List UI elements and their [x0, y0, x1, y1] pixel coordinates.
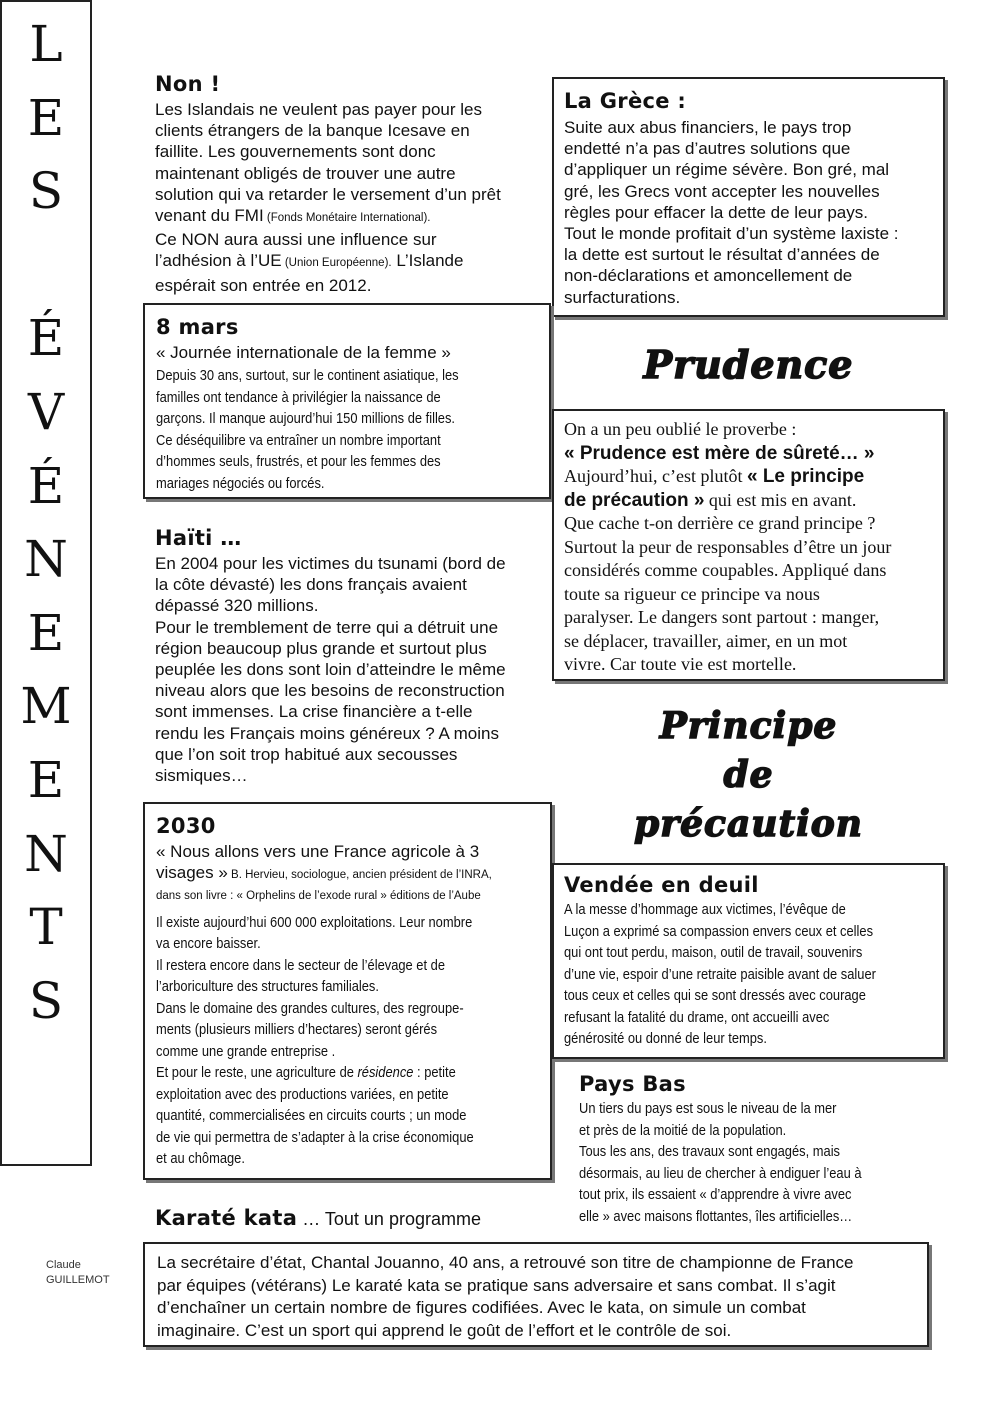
- text-span: L’Islande: [391, 251, 464, 271]
- text-line: qui ont tout perdu, maison, outil de travail, souvenirs: [564, 944, 863, 961]
- text-line: « Prudence est mère de sûreté… »: [564, 442, 875, 464]
- article-pays-bas: [579, 1072, 939, 1227]
- article-karate-title: [155, 1206, 555, 1230]
- text-span: venant du FMI: [155, 206, 264, 226]
- text-line: dans son livre : « Orphelins de l’exode rural » éditions de l’Aube: [156, 890, 481, 903]
- vertical-letter: N: [24, 530, 68, 589]
- text-line: sismiques…: [155, 766, 248, 786]
- vertical-letter: M: [20, 677, 72, 736]
- text-line: Il existe aujourd’hui 600 000 exploitations. Leur nombre: [156, 913, 473, 931]
- article-title: Karaté kata: [155, 1206, 298, 1230]
- text-line: rendu les Français moins généreux ? A moins: [155, 723, 499, 743]
- heading-line: précaution: [634, 803, 863, 845]
- article-grece: [552, 77, 945, 317]
- article-karate: [143, 1242, 929, 1347]
- vertical-letter: E: [27, 750, 65, 809]
- text-line: [155, 205, 545, 229]
- text-span: Et pour le reste, une agriculture de: [156, 1064, 358, 1082]
- text-line: Ce déséquilibre va entraîner un nombre important: [156, 431, 441, 449]
- text-line: toute sa rigueur ce principe va nous: [564, 583, 820, 604]
- text-line: [564, 489, 933, 513]
- text-span-italic: résidence: [357, 1064, 414, 1082]
- text-line: et près de la moitié de la population.: [579, 1121, 787, 1139]
- vertical-letter: T: [29, 898, 63, 957]
- text-line: imaginaire. C’est un sport qui apprend le goût de l’effort et le contrôle de soi.: [157, 1320, 732, 1340]
- text-line: Luçon a exprimé sa compassion envers ceux et celles: [564, 922, 874, 940]
- text-span-small: B. Hervieu, sociologue, ancien président de l’INRA,: [227, 869, 492, 882]
- text-line: endetté n’a pas d’autres solutions que: [564, 139, 851, 159]
- article-body: [156, 912, 538, 1170]
- text-line: gré, les Grecs vont accepter les nouvelles: [564, 181, 880, 201]
- author-first-name: Claude: [46, 1259, 81, 1271]
- text-line: Les Islandais ne veulent pas payer pour les: [155, 100, 482, 119]
- text-line: l’arboriculture des structures familiales.: [156, 978, 379, 996]
- text-span: qui est mis en avant.: [704, 489, 857, 510]
- text-line: région beaucoup plus grande et surtout plus: [155, 638, 487, 658]
- text-line: familles ont tendance à privilégier la naissance de: [156, 388, 441, 406]
- text-line: Depuis 30 ans, surtout, sur le continent asiatique, les: [156, 367, 459, 385]
- text-line: Dans le domaine des grandes cultures, des regroupe-: [156, 999, 464, 1017]
- text-line: On a un peu oublié le proverbe :: [564, 419, 797, 439]
- article-title: Non !: [155, 72, 221, 96]
- text-line: Surtout la peur de responsables d’être un jour: [564, 536, 892, 557]
- vertical-letter: L: [29, 15, 63, 73]
- text-line: clients étrangers de la banque Icesave en: [155, 121, 470, 141]
- vertical-letter: V: [27, 382, 65, 441]
- vertical-letter: N: [24, 824, 68, 883]
- article-body: [155, 553, 545, 786]
- text-line: faillite. Les gouvernements sont donc: [155, 142, 436, 162]
- text-line: Que cache t-on derrière ce grand principe ?: [564, 513, 876, 533]
- text-line: [564, 465, 933, 489]
- article-body: [157, 1252, 915, 1342]
- text-line: tous ceux et celles qui se sont dressés avec courage: [564, 987, 866, 1004]
- text-line: elle » avec maisons flottantes, îles artificielles…: [579, 1207, 853, 1225]
- vertical-letter: E: [27, 603, 65, 662]
- vertical-title: [2, 2, 90, 1038]
- text-line: se déplacer, travailler, aimer, en un mot: [564, 630, 848, 651]
- text-line: garçons. Il manque aujourd’hui 150 millions de filles.: [156, 410, 456, 428]
- text-line: niveau alors que les besoins de reconstruction: [155, 681, 505, 701]
- text-line: va encore baisser.: [156, 935, 261, 953]
- text-line: « Nous allons vers une France agricole à 3: [156, 842, 480, 861]
- text-line: maintenant obligés de trouver une autre: [155, 163, 456, 183]
- text-line: solution qui va retarder le versement d’un prêt: [155, 184, 501, 204]
- text-line: vivre. Car toute vie est mortelle.: [564, 654, 797, 674]
- text-line: Pour le tremblement de terre qui a détruit une: [155, 617, 499, 637]
- article-8-mars: [143, 303, 551, 499]
- text-line: d’enchaîner un certain nombre de figures codifiées. Avec le kata, on simule un combat: [157, 1298, 806, 1317]
- vertical-letter: É: [27, 456, 65, 515]
- text-line: sont immenses. La crise financière a t-elle: [155, 702, 473, 722]
- text-line: et au chômage.: [156, 1150, 245, 1168]
- text-line: d’appliquer un régime sévère. Bon gré, mal: [564, 160, 890, 180]
- heading-line: de: [723, 754, 774, 796]
- author: [46, 1258, 110, 1288]
- text-line: Ce NON aura aussi une influence sur: [155, 230, 437, 250]
- author-last-name: GUILLEMOT: [46, 1274, 110, 1286]
- text-span: l’adhésion à l’UE: [155, 251, 282, 271]
- text-line: Tout le monde profitait d’un système laxiste :: [564, 224, 899, 244]
- text-line: peuplée les dons sont loin d’atteindre le même: [155, 660, 506, 680]
- text-line: considérés comme coupables. Appliqué dans: [564, 560, 887, 580]
- text-line: par équipes (vétérans) Le karaté kata se pratique sans adversaire et sans combat. Il s’agit: [157, 1275, 836, 1295]
- text-line: [156, 1062, 538, 1084]
- article-subtitle: … Tout un programme: [297, 1209, 481, 1229]
- article-haiti: [155, 526, 545, 786]
- text-line: A la messe d’hommage aux victimes, l’évêque de: [564, 901, 846, 918]
- text-span: visages »: [156, 863, 228, 883]
- article-body: [155, 99, 545, 296]
- article-body: [579, 1098, 938, 1227]
- article-vendee-en-deuil: [552, 863, 945, 1059]
- heading-line: Principe: [659, 705, 838, 747]
- text-line: Suite aux abus financiers, le pays trop: [564, 118, 852, 137]
- article-non: [155, 72, 545, 296]
- article-2030: [143, 802, 552, 1180]
- text-line: tout prix, ils essaient « d’apprendre à vivre avec: [579, 1186, 852, 1203]
- text-span-small: (Union Européenne).: [281, 257, 392, 270]
- text-line: surfacturations.: [564, 287, 681, 307]
- text-line: règles pour effacer la dette de leur pays.: [564, 202, 868, 222]
- text-line: non-déclarations et amoncellement de: [564, 266, 853, 286]
- vertical-title-box: [0, 0, 92, 1166]
- text-line: espérait son entrée en 2012.: [155, 275, 372, 295]
- text-line: comme une grande entreprise .: [156, 1042, 336, 1060]
- text-line: la côte dévasté) les dons français avaient: [155, 575, 467, 595]
- article-quote: « Journée internationale de la femme »: [156, 343, 451, 362]
- text-line: [155, 250, 545, 274]
- text-line: désormais, au lieu de chercher à endiguer l’eau à: [579, 1164, 862, 1182]
- article-title: Vendée en deuil: [564, 873, 759, 897]
- article-body: [564, 117, 933, 308]
- article-title: 2030: [156, 814, 216, 838]
- text-line: mariages négociés ou forcés.: [156, 474, 325, 492]
- vertical-letter: E: [27, 88, 65, 147]
- article-title: Haïti …: [155, 526, 242, 550]
- text-line: de vie qui permettra de s’adapter à la crise économique: [156, 1128, 474, 1146]
- text-line: Il restera encore dans le secteur de l’élevage et de: [156, 956, 446, 974]
- text-line: que l’on soit trop habitué aux secousses: [155, 744, 458, 764]
- text-span: Aujourd’hui, c’est plutôt: [564, 466, 747, 486]
- text-span-small: (Fonds Monétaire International).: [263, 212, 431, 225]
- text-line: d’hommes seuls, frustrés, et pour les femmes des: [156, 453, 441, 471]
- article-title: La Grèce :: [564, 89, 687, 113]
- text-line: Tous les ans, des travaux sont engagés, mais: [579, 1143, 841, 1160]
- article-prudence: [552, 409, 945, 681]
- vertical-letter: S: [28, 971, 64, 1030]
- article-body: [156, 365, 537, 494]
- text-line: quantité, commercialisées en circuits courts ; un mode: [156, 1107, 467, 1125]
- text-line: En 2004 pour les victimes du tsunami (bord de: [155, 554, 506, 573]
- heading-principe-de-precaution: [552, 702, 945, 849]
- text-span-bold: de précaution »: [564, 489, 705, 511]
- article-body: [564, 899, 932, 1050]
- text-line: ments (plusieurs milliers d’hectares) seront gérés: [156, 1021, 438, 1039]
- text-line: [156, 862, 539, 886]
- text-line: exploitation avec des productions variées, en petite: [156, 1085, 449, 1103]
- text-line: dépassé 320 millions.: [155, 596, 319, 616]
- text-line: d’une vie, espoir d’une retraite paisible avant de saluer: [564, 965, 876, 983]
- text-line: générosité ou donné de leur temps.: [564, 1030, 767, 1047]
- text-span: : petite: [413, 1064, 456, 1082]
- text-line: refusant la fatalité du drame, ont accueilli avec: [564, 1008, 830, 1026]
- vertical-letter: [2, 229, 90, 303]
- vertical-letter: É: [27, 309, 65, 368]
- article-title: 8 mars: [156, 315, 239, 339]
- article-title: Pays Bas: [579, 1072, 686, 1096]
- text-span-bold: « Le principe: [746, 466, 865, 487]
- heading-prudence: Prudence: [643, 342, 854, 387]
- article-quote: [156, 841, 539, 908]
- text-line: la dette est surtout le résultat d’années de: [564, 245, 880, 265]
- text-line: La secrétaire d’état, Chantal Jouanno, 40 ans, a retrouvé son titre de championne de France: [157, 1253, 854, 1272]
- vertical-letter: S: [28, 162, 64, 221]
- text-line: paralyser. Le dangers sont partout : manger,: [564, 607, 880, 627]
- article-body: [564, 418, 933, 677]
- text-line: Un tiers du pays est sous le niveau de la mer: [579, 1100, 837, 1117]
